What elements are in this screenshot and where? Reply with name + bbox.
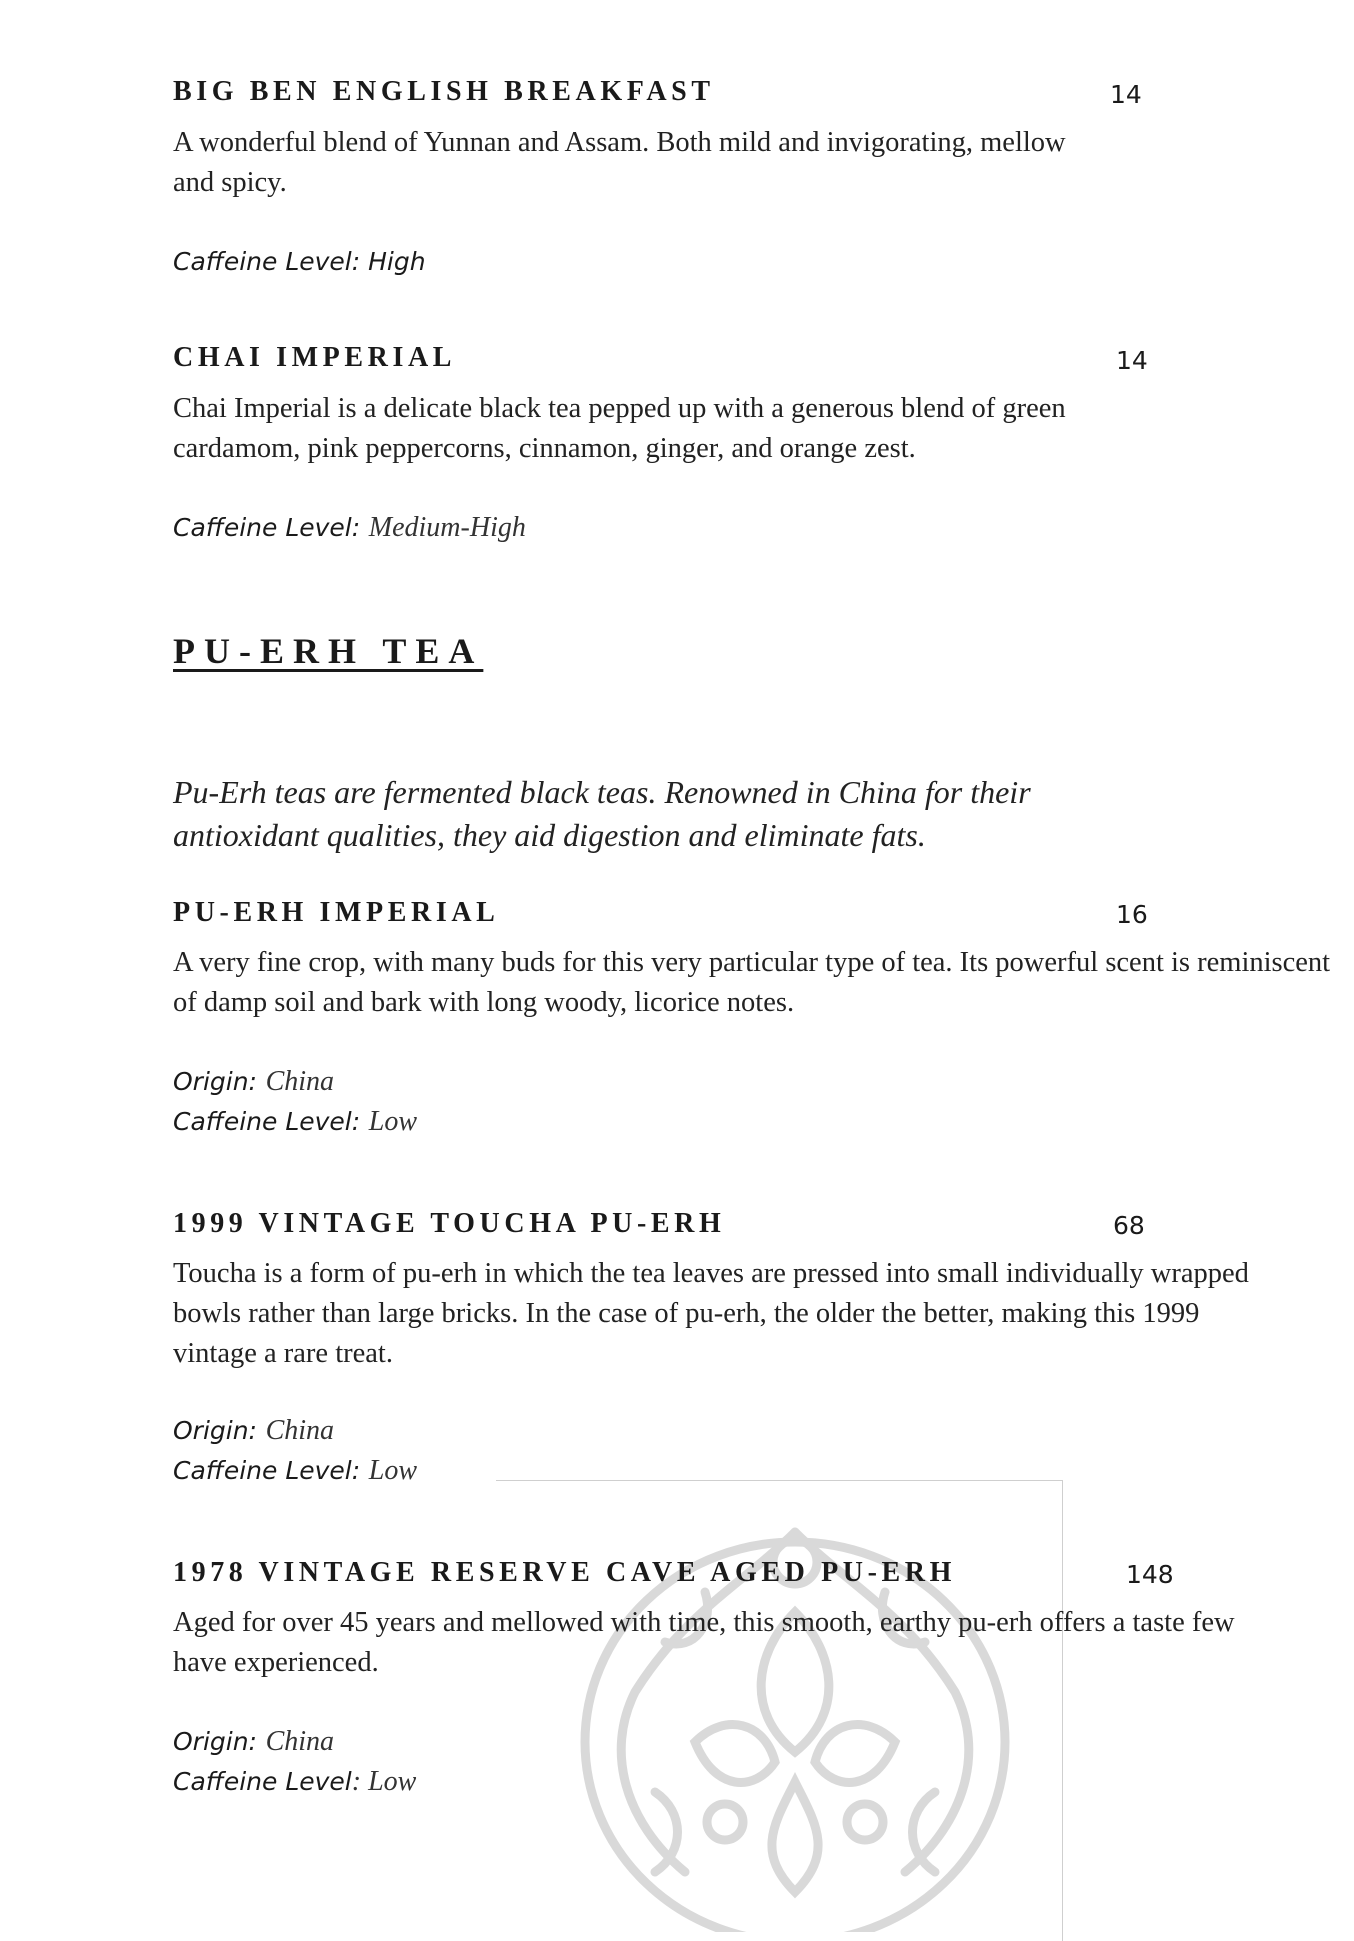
caffeine-label: Caffeine Level: High xyxy=(173,247,426,276)
item-price-big-ben: 14 xyxy=(1110,80,1142,109)
caffeine-label: Caffeine Level: xyxy=(173,513,361,542)
caffeine-label: Caffeine Level: xyxy=(173,1107,361,1136)
item-price-chai-imperial: 14 xyxy=(1116,346,1148,375)
section-title: PU-ERH TEA xyxy=(173,631,484,671)
item-description-big-ben: A wonderful blend of Yunnan and Assam. Both mild and invigorating, mellow and spicy. xyxy=(173,127,1066,198)
item-description-1999-toucha: Toucha is a form of pu-erh in which the tea leaves are pressed into small individually wrapped bowls rather than large bricks. In the case of pu-erh, the older the better, making this 1999 vintage a rare treat. xyxy=(173,1258,1249,1369)
item-caffeine-1978-reserve xyxy=(173,1762,416,1802)
caffeine-value: Low xyxy=(368,1455,418,1486)
caffeine-value: : Low xyxy=(351,1766,417,1797)
caffeine-label: Caffeine Level: xyxy=(173,1456,361,1485)
item-price-1999-toucha: 68 xyxy=(1113,1211,1145,1240)
item-title-puerh-imperial: PU-ERH IMPERIAL xyxy=(173,897,500,928)
caffeine-value: Medium-High xyxy=(368,512,526,543)
item-caffeine-puerh-imperial xyxy=(173,1102,417,1142)
caffeine-value: Low xyxy=(368,1106,418,1137)
origin-value: China xyxy=(265,1726,335,1757)
origin-label: Origin: xyxy=(173,1067,257,1096)
origin-label: Origin: xyxy=(173,1416,257,1445)
item-origin-1978-reserve xyxy=(173,1722,334,1762)
caffeine-label: Caffeine Level xyxy=(173,1767,352,1796)
origin-value: China xyxy=(265,1066,335,1097)
item-title-chai-imperial: CHAI IMPERIAL xyxy=(173,342,457,373)
item-origin-puerh-imperial xyxy=(173,1062,334,1102)
item-description-chai-imperial: Chai Imperial is a delicate black tea pepped up with a generous blend of green cardamom, pink peppercorns, cinnamon, ginger, and orange zest. xyxy=(173,393,1066,464)
item-title-1999-toucha: 1999 VINTAGE TOUCHA PU-ERH xyxy=(173,1208,726,1239)
item-title-big-ben: BIG BEN ENGLISH BREAKFAST xyxy=(173,76,715,107)
item-description-1978-reserve: Aged for over 45 years and mellowed with time, this smooth, earthy pu-erh offers a taste few have experienced. xyxy=(173,1607,1235,1678)
item-caffeine-big-ben xyxy=(173,242,426,282)
item-price-puerh-imperial: 16 xyxy=(1116,900,1148,929)
item-origin-1999-toucha xyxy=(173,1411,334,1451)
item-caffeine-1999-toucha xyxy=(173,1451,417,1491)
item-price-1978-reserve: 148 xyxy=(1126,1560,1174,1589)
origin-value: China xyxy=(265,1415,335,1446)
item-caffeine-chai-imperial xyxy=(173,508,526,548)
origin-label: Origin: xyxy=(173,1727,257,1756)
item-description-puerh-imperial: A very fine crop, with many buds for this very particular type of tea. Its powerful scent is reminiscent of damp soil and bark with long woody, licorice notes. xyxy=(173,947,1331,1018)
item-title-1978-reserve: 1978 VINTAGE RESERVE CAVE AGED PU-ERH xyxy=(173,1557,956,1588)
section-intro: Pu-Erh teas are fermented black teas. Renowned in China for their antioxidant qualities, they aid digestion and eliminate fats. xyxy=(173,774,1031,853)
